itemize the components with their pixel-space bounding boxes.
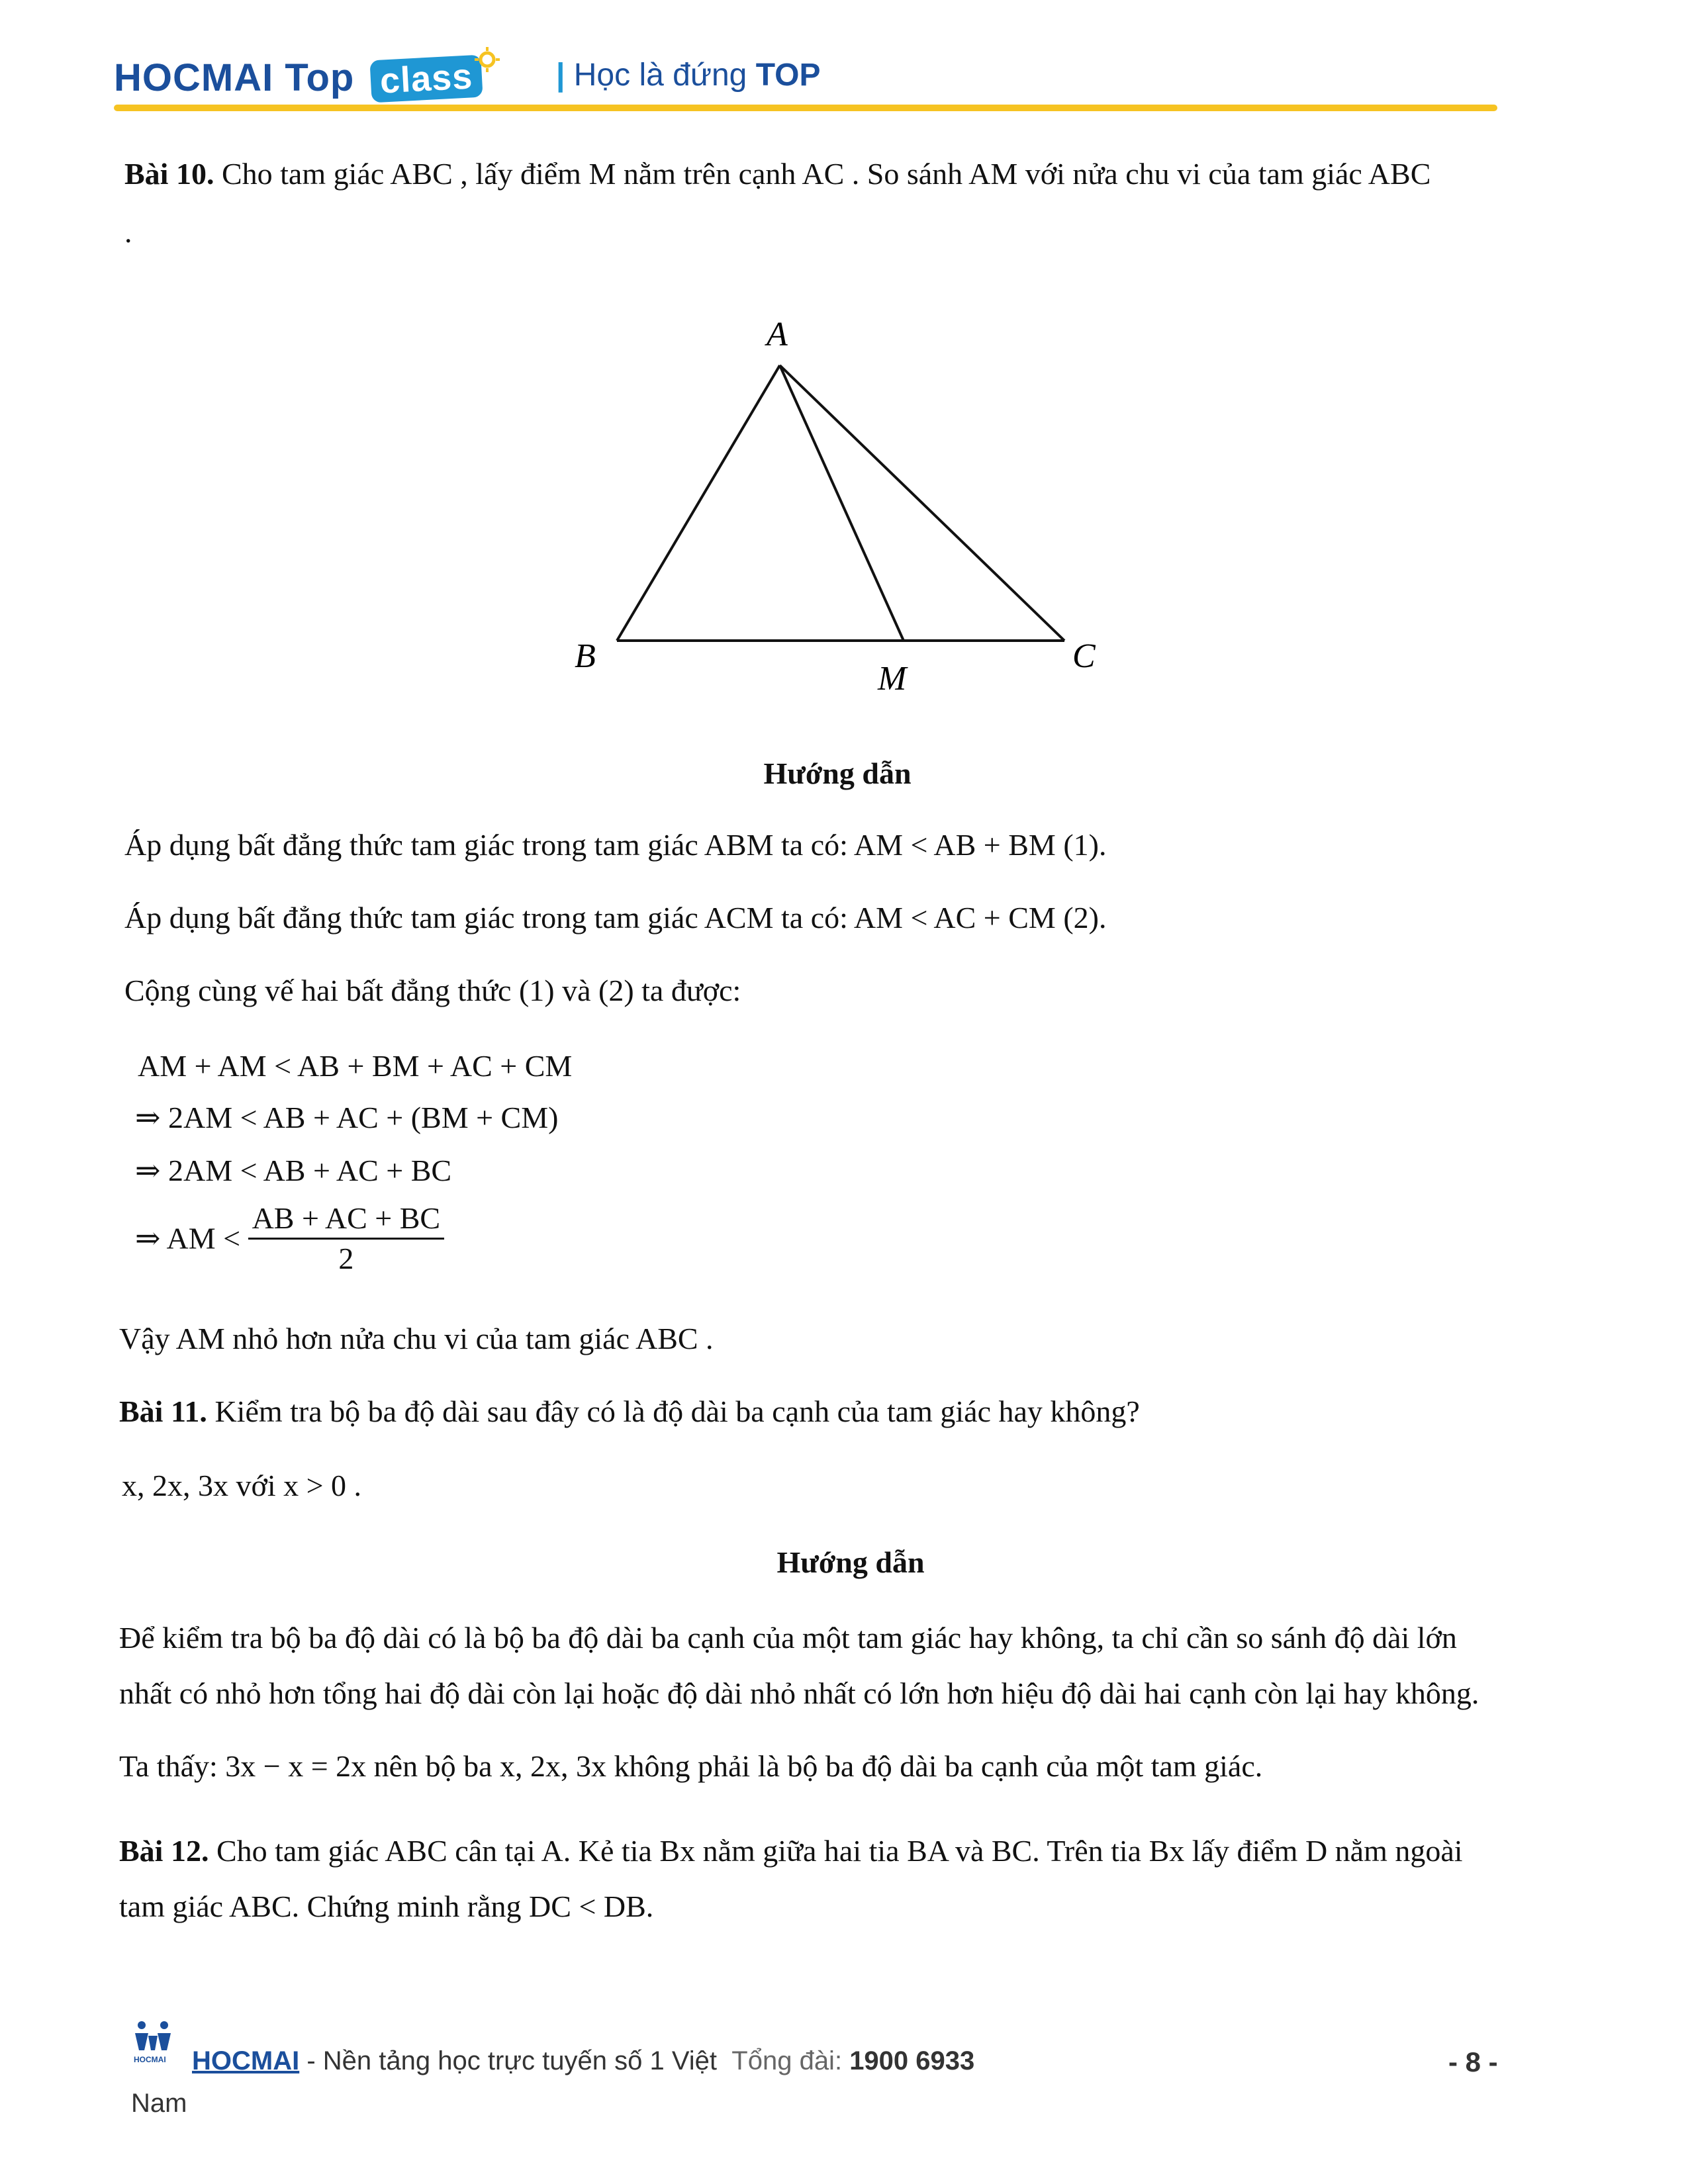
footer-hotline: 1900 6933 xyxy=(849,2046,975,2075)
bai10-title: Bài 10. xyxy=(124,157,214,191)
slogan-top: TOP xyxy=(755,58,821,93)
label-m: M xyxy=(878,660,907,698)
bai11-guide-title: Hướng dẫn xyxy=(776,1545,925,1579)
bai12-text1: Cho tam giác ABC cân tại A. Kẻ tia Bx nằm giữa hai tia BA và BC. Trên tia Bx lấy điểm D nằm ngoài xyxy=(216,1834,1463,1868)
label-a: A xyxy=(767,316,788,353)
equation-3: ⇒ 2AM < AB + AC + BC xyxy=(135,1154,452,1187)
bai10-question xyxy=(124,155,1430,193)
bai11-para3: Ta thấy: 3x − x = 2x nên bộ ba x, 2x, 3x không phải là bộ ba độ dài ba cạnh của một tam giác. xyxy=(119,1749,1263,1783)
bai10-line1: Áp dụng bất đẳng thức tam giác trong tam giác ABM ta có: AM < AB + BM (1). xyxy=(124,828,1107,862)
logo-caption: HOCMAI xyxy=(134,2055,166,2064)
bai11-para1: Để kiểm tra bộ ba độ dài có là bộ ba độ dài ba cạnh của một tam giác hay không, ta chỉ cần so sánh độ dài lớn xyxy=(119,1621,1457,1655)
hocmai-logo-icon xyxy=(130,2019,176,2066)
logo xyxy=(114,56,483,100)
edge-ac xyxy=(780,365,1064,641)
bai11-given: x, 2x, 3x với x > 0 . xyxy=(122,1469,362,1502)
bai10-line3: Cộng cùng vế hai bất đẳng thức (1) và (2) ta được: xyxy=(124,974,741,1007)
triangle-figure xyxy=(543,304,1139,702)
label-c: C xyxy=(1072,637,1096,675)
bai12-title: Bài 12. xyxy=(119,1834,209,1868)
equation-2: ⇒ 2AM < AB + AC + (BM + CM) xyxy=(135,1101,559,1134)
bai11-text: Kiểm tra bộ ba độ dài sau đây có là độ dài ba cạnh của tam giác hay không? xyxy=(214,1394,1140,1428)
footer-tagline-end: Nam xyxy=(131,2089,187,2118)
footer-line xyxy=(192,2046,974,2076)
bai10-text: Cho tam giác ABC , lấy điểm M nằm trên cạnh AC . So sánh AM với nửa chu vi của tam giác ABC xyxy=(221,157,1431,191)
bai10-guide-title: Hướng dẫn xyxy=(763,756,912,790)
page-number: - 8 - xyxy=(1448,2046,1498,2077)
equation-4 xyxy=(135,1199,444,1278)
fraction xyxy=(248,1199,445,1278)
slogan: | Học là đứng TOP xyxy=(556,58,821,93)
fraction-numerator: AB + AC + BC xyxy=(248,1199,445,1240)
bai10-conclusion: Vậy AM nhỏ hơn nửa chu vi của tam giác ABC . xyxy=(119,1322,714,1355)
bai10-line2: Áp dụng bất đẳng thức tam giác trong tam giác ACM ta có: AM < AC + CM (2). xyxy=(124,901,1107,934)
bai10-text-end: . xyxy=(124,215,132,249)
bai12-question xyxy=(119,1832,1463,1870)
bai11-para2: nhất có nhỏ hơn tổng hai độ dài còn lại hoặc độ dài nhỏ nhất có lớn hơn hiệu độ dài hai cạnh còn lại hay không. xyxy=(119,1676,1479,1710)
segment-am xyxy=(780,365,904,641)
label-b: B xyxy=(575,637,596,675)
footer-brand[interactable]: HOCMAI xyxy=(192,2046,300,2075)
logo-class: class xyxy=(370,55,483,103)
edge-ab xyxy=(617,365,780,641)
slogan-text: Học là đứng xyxy=(573,58,747,93)
logo-hocmai: HOCMAI xyxy=(114,56,274,99)
equation-1: AM + AM < AB + BM + AC + CM xyxy=(138,1049,573,1083)
bai11-title: Bài 11. xyxy=(119,1394,207,1428)
equation-4-left: ⇒ AM < xyxy=(135,1221,241,1255)
fraction-denominator: 2 xyxy=(338,1242,354,1275)
footer-tagline: - Nền tảng học trực tuyến số 1 Việt xyxy=(299,2046,718,2075)
bai12-text2: tam giác ABC. Chứng minh rằng DC < DB. xyxy=(119,1889,654,1923)
header-divider xyxy=(114,105,1497,111)
bai11-question xyxy=(119,1392,1140,1431)
sun-icon xyxy=(474,46,500,73)
footer-hotline-label: Tổng đài: xyxy=(731,2046,843,2075)
logo-top: Top xyxy=(285,56,355,99)
